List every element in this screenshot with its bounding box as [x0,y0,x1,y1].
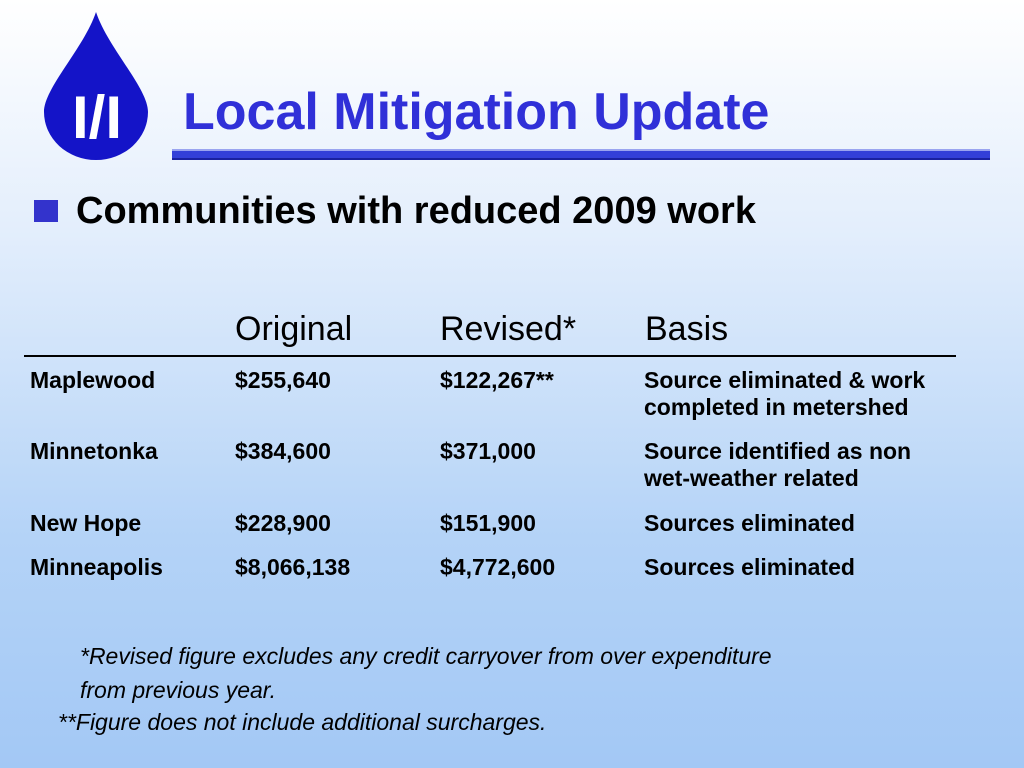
row-minnetonka-basis-line2: wet-weather related [644,465,859,491]
row-maplewood-basis-line2: completed in metershed [644,394,909,420]
header-basis: Basis [645,310,729,348]
footnote-revised-line1: *Revised figure excludes any credit carryover from over expenditure [80,643,772,669]
row-minnetonka-basis-line1: Source identified as non [644,438,912,464]
row-minneapolis-basis: Sources eliminated [644,554,855,580]
water-drop-logo [40,8,152,160]
footnote-surcharges: **Figure does not include additional surcharges. [58,709,547,735]
row-minnetonka-revised: $371,000 [440,438,536,464]
row-new-hope-community: New Hope [30,510,142,536]
bullet-text: Communities with reduced 2009 work [76,190,756,232]
header-original: Original [235,310,353,348]
row-maplewood-community: Maplewood [30,367,156,393]
row-minneapolis-revised: $4,772,600 [440,554,556,580]
logo-text: I/I [71,84,123,151]
row-new-hope-basis: Sources eliminated [644,510,855,536]
bullet-square-icon [34,200,58,222]
footnote-revised-line2: from previous year. [80,677,276,703]
row-minneapolis-community: Minneapolis [30,554,163,580]
header-revised: Revised* [440,310,577,348]
row-maplewood-basis-line1: Source eliminated & work [644,367,926,393]
row-minnetonka-community: Minnetonka [30,438,158,464]
row-maplewood-original: $255,640 [235,367,331,393]
slide-title: Local Mitigation Update [183,83,770,141]
title-underline [172,149,990,160]
row-new-hope-original: $228,900 [235,510,331,536]
header-divider [24,355,956,357]
row-minnetonka-original: $384,600 [235,438,331,464]
row-maplewood-revised: $122,267** [440,367,554,393]
row-minneapolis-original: $8,066,138 [235,554,351,580]
row-new-hope-revised: $151,900 [440,510,536,536]
